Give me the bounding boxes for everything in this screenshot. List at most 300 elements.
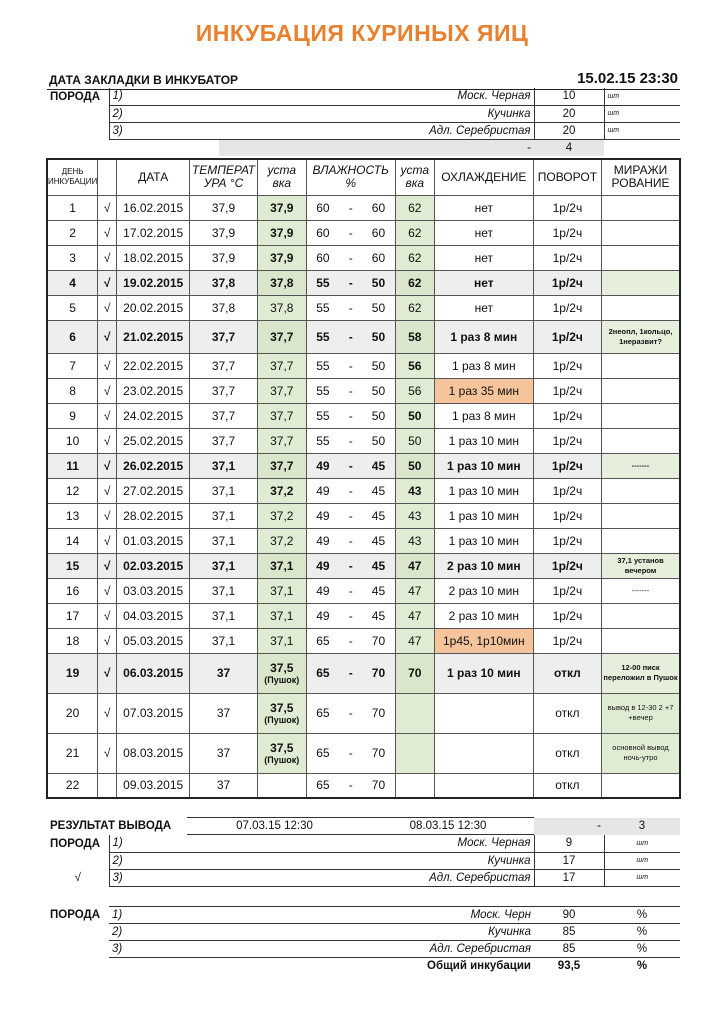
turning-cell: 1р/2ч [533, 220, 601, 245]
humidity-cell: 65 - 70 [306, 693, 395, 733]
date-cell: 04.03.2015 [117, 603, 190, 628]
temperature-cell: 37,1 [190, 528, 258, 553]
result-dash: - [534, 818, 604, 835]
breed-count: 17 [534, 869, 604, 886]
temp-set-cell: 37,2 [257, 503, 306, 528]
cooling-cell: нет [434, 295, 533, 320]
temp-set-cell: 37,1 [257, 578, 306, 603]
table-row [47, 553, 680, 578]
temperature-cell: 37,1 [190, 553, 258, 578]
breeds-in-label: ПОРОДА [50, 90, 101, 103]
temperature-cell: 37,1 [190, 453, 258, 478]
day-number: 8 [47, 378, 98, 403]
breeds-out-table [47, 835, 680, 887]
date-cell: 05.03.2015 [117, 628, 190, 653]
day-number: 18 [47, 628, 98, 653]
day-number: 10 [47, 428, 98, 453]
table-row [47, 733, 680, 773]
turning-cell: 1р/2ч [533, 503, 601, 528]
ovoscopy-note [602, 378, 680, 403]
day-number: 15 [47, 553, 98, 578]
temperature-cell: 37,9 [190, 195, 258, 220]
breed-unit: % [604, 924, 680, 941]
breeds-in-table [47, 88, 680, 156]
ovoscopy-note: вывод в 12-30 2 +7 +вечер [602, 693, 680, 733]
breed-num: 1) [109, 835, 219, 852]
humidity-cell: 65 - 70 [306, 653, 395, 693]
day-number: 11 [47, 453, 98, 478]
table-row [47, 578, 680, 603]
date-cell: 20.02.2015 [117, 295, 190, 320]
result-end: 08.03.15 12:30 [362, 818, 534, 835]
check-mark: √ [98, 195, 117, 220]
breed-unit: % [604, 907, 680, 924]
cooling-cell: 2 раз 10 мин [434, 578, 533, 603]
result-label: РЕЗУЛЬТАТ ВЫВОДА [50, 820, 172, 832]
humidity-cell: 65 - 70 [306, 628, 395, 653]
day-number: 3 [47, 245, 98, 270]
date-cell: 23.02.2015 [117, 378, 190, 403]
date-cell: 01.03.2015 [117, 528, 190, 553]
temp-set-cell: 37,9 [257, 220, 306, 245]
breed-pct-row [47, 907, 680, 924]
start-date-line [47, 70, 680, 90]
turning-cell: 1р/2ч [533, 553, 601, 578]
table-row [47, 245, 680, 270]
breed-in-extra-row [47, 139, 680, 156]
cooling-cell: 1 раз 10 мин [434, 453, 533, 478]
temperature-cell: 37 [190, 773, 258, 798]
check-mark: √ [98, 603, 117, 628]
result-extra: 3 [604, 818, 680, 835]
total-label: Общий инкубации [427, 960, 531, 973]
humidity-cell: 55 - 50 [306, 320, 395, 353]
humidity-cell: 49 - 45 [306, 453, 395, 478]
table-row [47, 195, 680, 220]
humidity-set-cell [395, 733, 434, 773]
table-row [47, 428, 680, 453]
temp-set-cell: 37,5 (Пушок) [257, 653, 306, 693]
temperature-cell: 37,7 [190, 428, 258, 453]
table-row [47, 628, 680, 653]
ovoscopy-note [602, 195, 680, 220]
date-cell: 06.03.2015 [117, 653, 190, 693]
check-mark: √ [98, 295, 117, 320]
breeds-out-check: √ [74, 871, 81, 884]
temperature-cell: 37,7 [190, 378, 258, 403]
check-mark: √ [98, 578, 117, 603]
breed-num: 3) [109, 941, 219, 958]
check-mark: √ [98, 353, 117, 378]
check-mark: √ [98, 428, 117, 453]
date-cell: 25.02.2015 [117, 428, 190, 453]
check-mark: √ [98, 478, 117, 503]
check-mark: √ [98, 270, 117, 295]
turning-cell: 1р/2ч [533, 245, 601, 270]
day-number: 2 [47, 220, 98, 245]
humidity-set-cell: 50 [395, 453, 434, 478]
date-cell: 02.03.2015 [117, 553, 190, 578]
check-mark: √ [98, 503, 117, 528]
cooling-cell: нет [434, 195, 533, 220]
temp-set-cell: 37,7 [257, 320, 306, 353]
humidity-set-cell: 62 [395, 195, 434, 220]
cooling-cell: 1 раз 35 мин [434, 378, 533, 403]
page-title: ИНКУБАЦИЯ КУРИНЫХ ЯИЦ [195, 20, 529, 46]
ovoscopy-note [602, 245, 680, 270]
temp-set-cell: 37,7 [257, 353, 306, 378]
day-number: 6 [47, 320, 98, 353]
humidity-cell: 55 - 50 [306, 378, 395, 403]
cooling-cell: 1 раз 8 мин [434, 353, 533, 378]
check-mark: √ [98, 378, 117, 403]
col-hum-set: уста вка [395, 159, 434, 195]
total-value: 93,5 [557, 960, 581, 973]
turning-cell: 1р/2ч [533, 603, 601, 628]
ovoscopy-note: ------- [602, 578, 680, 603]
humidity-set-cell: 62 [395, 270, 434, 295]
col-temp: ТЕМПЕРАТ УРА °С [190, 159, 258, 195]
temp-set-cell: 37,2 [257, 478, 306, 503]
humidity-set-cell: 47 [395, 578, 434, 603]
date-cell: 21.02.2015 [117, 320, 190, 353]
total-unit: % [636, 960, 648, 973]
temp-set-cell: 37,9 [257, 245, 306, 270]
date-cell: 27.02.2015 [117, 478, 190, 503]
temperature-cell: 37,1 [190, 503, 258, 528]
ovoscopy-note: 12-00 писк переложил в Пушок [602, 653, 680, 693]
col-humidity: ВЛАЖНОСТЬ % [306, 159, 395, 195]
check-mark: √ [98, 320, 117, 353]
humidity-set-cell: 70 [395, 653, 434, 693]
humidity-cell: 49 - 45 [306, 478, 395, 503]
humidity-set-cell: 56 [395, 378, 434, 403]
breed-out-row [47, 852, 680, 869]
humidity-set-cell [395, 773, 434, 798]
cooling-cell: 1 раз 10 мин [434, 428, 533, 453]
humidity-set-cell: 50 [395, 428, 434, 453]
humidity-cell: 55 - 50 [306, 270, 395, 295]
date-cell: 17.02.2015 [117, 220, 190, 245]
ovoscopy-note [602, 353, 680, 378]
table-row [47, 353, 680, 378]
col-cooling: ОХЛАЖДЕНИЕ [434, 159, 533, 195]
turning-cell: 1р/2ч [533, 295, 601, 320]
humidity-cell: 65 - 70 [306, 773, 395, 798]
table-row [47, 603, 680, 628]
start-date-label: ДАТА ЗАКЛАДКИ В ИНКУБАТОР [49, 73, 239, 87]
breed-count: 9 [534, 835, 604, 852]
humidity-cell: 55 - 50 [306, 403, 395, 428]
humidity-cell: 49 - 45 [306, 578, 395, 603]
cooling-cell [434, 733, 533, 773]
day-number: 14 [47, 528, 98, 553]
breed-num: 2) [109, 852, 219, 869]
table-row [47, 528, 680, 553]
check-mark: √ [98, 628, 117, 653]
turning-cell: 1р/2ч [533, 578, 601, 603]
cooling-cell: 1 раз 10 мин [434, 503, 533, 528]
ovoscopy-note [602, 220, 680, 245]
table-row [47, 453, 680, 478]
table-header-row [47, 159, 680, 195]
breed-count: 90 [534, 907, 604, 924]
humidity-set-cell: 47 [395, 603, 434, 628]
day-number: 13 [47, 503, 98, 528]
date-cell: 08.03.2015 [117, 733, 190, 773]
day-number: 9 [47, 403, 98, 428]
humidity-set-cell [395, 693, 434, 733]
breeds-pct-label: ПОРОДА [50, 909, 101, 921]
humidity-set-cell: 62 [395, 220, 434, 245]
check-mark: √ [98, 220, 117, 245]
breed-unit: шт [604, 835, 680, 852]
humidity-cell: 60 - 60 [306, 245, 395, 270]
table-row [47, 378, 680, 403]
humidity-cell: 60 - 60 [306, 220, 395, 245]
date-cell: 18.02.2015 [117, 245, 190, 270]
ovoscopy-note [602, 628, 680, 653]
breed-num: 2) [109, 105, 219, 122]
temp-set-cell: 37,7 [257, 453, 306, 478]
humidity-cell: 65 - 70 [306, 733, 395, 773]
breed-name: Кучинка [219, 852, 534, 869]
date-cell: 28.02.2015 [117, 503, 190, 528]
breed-name: Моск. Черная [219, 88, 534, 105]
start-datetime: 15.02.15 23:30 [577, 70, 678, 87]
turning-cell: 1р/2ч [533, 320, 601, 353]
turning-cell: откл [533, 773, 601, 798]
breeds-out-label: ПОРОДА [50, 837, 101, 850]
temperature-cell: 37,8 [190, 295, 258, 320]
breed-name: Адл. Серебристая [219, 869, 534, 886]
ovoscopy-note: 37,1 установ вечером [602, 553, 680, 578]
ovoscopy-note [602, 295, 680, 320]
turning-cell: 1р/2ч [533, 195, 601, 220]
incubation-log-table [46, 158, 681, 799]
cooling-cell [434, 693, 533, 733]
breed-num: 3) [109, 869, 219, 886]
temp-set-cell: 37,1 [257, 603, 306, 628]
day-number: 5 [47, 295, 98, 320]
cooling-cell: 1 раз 10 мин [434, 478, 533, 503]
turning-cell: 1р/2ч [533, 378, 601, 403]
humidity-cell: 49 - 45 [306, 528, 395, 553]
day-number: 1 [47, 195, 98, 220]
temperature-cell: 37,1 [190, 628, 258, 653]
breed-pct-row [47, 924, 680, 941]
humidity-cell: 55 - 50 [306, 428, 395, 453]
humidity-set-cell: 43 [395, 528, 434, 553]
table-row [47, 773, 680, 798]
ovoscopy-note [602, 478, 680, 503]
breed-name: Кучинка [219, 924, 534, 941]
cooling-cell: нет [434, 245, 533, 270]
temp-set-cell: 37,8 [257, 270, 306, 295]
col-temp-set: уста вка [257, 159, 306, 195]
breed-num: 1) [109, 88, 219, 105]
temperature-cell: 37 [190, 653, 258, 693]
temperature-cell: 37,7 [190, 320, 258, 353]
cooling-cell: 1 раз 10 мин [434, 528, 533, 553]
breed-name: Адл. Серебристая [219, 941, 534, 958]
result-start: 07.03.15 12:30 [187, 818, 362, 835]
humidity-set-cell: 50 [395, 403, 434, 428]
temperature-cell: 37,9 [190, 245, 258, 270]
humidity-cell: 49 - 45 [306, 503, 395, 528]
temperature-cell: 37 [190, 693, 258, 733]
date-cell: 26.02.2015 [117, 453, 190, 478]
temperature-cell: 37,1 [190, 603, 258, 628]
result-table [47, 817, 680, 835]
day-number: 4 [47, 270, 98, 295]
breed-in-row [47, 122, 680, 139]
turning-cell: 1р/2ч [533, 403, 601, 428]
day-number: 17 [47, 603, 98, 628]
humidity-set-cell: 47 [395, 553, 434, 578]
table-row [47, 693, 680, 733]
table-row [47, 403, 680, 428]
table-row [47, 478, 680, 503]
col-ovoscopy: МИРАЖИ РОВАНИЕ [602, 159, 680, 195]
breed-num: 3) [109, 122, 219, 139]
table-row [47, 503, 680, 528]
ovoscopy-note: 2неопл, 1кольцо, 1неразвит? [602, 320, 680, 353]
humidity-set-cell: 43 [395, 478, 434, 503]
result-row [47, 818, 680, 835]
breed-unit: шт [604, 88, 680, 105]
date-cell: 22.02.2015 [117, 353, 190, 378]
breed-unit: шт [604, 105, 680, 122]
breed-num: 1) [109, 907, 219, 924]
breed-count: 20 [534, 122, 604, 139]
breed-num: 2) [109, 924, 219, 941]
ovoscopy-note [602, 428, 680, 453]
breed-unit: шт [604, 852, 680, 869]
date-cell: 03.03.2015 [117, 578, 190, 603]
ovoscopy-note: ------- [602, 453, 680, 478]
ovoscopy-note [602, 403, 680, 428]
table-row [47, 295, 680, 320]
temperature-cell: 37,1 [190, 578, 258, 603]
ovoscopy-note [602, 528, 680, 553]
humidity-cell: 49 - 45 [306, 603, 395, 628]
breed-count: 10 [534, 88, 604, 105]
cooling-cell: 1 раз 10 мин [434, 653, 533, 693]
temperature-cell: 37,9 [190, 220, 258, 245]
table-row [47, 320, 680, 353]
breed-pct-row [47, 941, 680, 958]
temp-set-cell: 37,5 (Пушок) [257, 733, 306, 773]
table-row [47, 653, 680, 693]
temp-set-cell [257, 773, 306, 798]
breed-unit: % [604, 941, 680, 958]
humidity-cell: 60 - 60 [306, 195, 395, 220]
col-turning: ПОВОРОТ [533, 159, 601, 195]
breed-count: 85 [534, 924, 604, 941]
breeds-in-dash: - [219, 139, 534, 156]
check-mark: √ [98, 453, 117, 478]
breed-out-row [47, 835, 680, 852]
breed-count: 85 [534, 941, 604, 958]
check-mark [98, 773, 117, 798]
day-number: 12 [47, 478, 98, 503]
date-cell: 09.03.2015 [117, 773, 190, 798]
temp-set-cell: 37,1 [257, 628, 306, 653]
temperature-cell: 37 [190, 733, 258, 773]
temp-set-cell: 37,2 [257, 528, 306, 553]
humidity-set-cell: 56 [395, 353, 434, 378]
temp-set-cell: 37,7 [257, 428, 306, 453]
day-number: 16 [47, 578, 98, 603]
temp-set-cell: 37,7 [257, 403, 306, 428]
table-row [47, 220, 680, 245]
cooling-cell: 2 раз 10 мин [434, 553, 533, 578]
breed-in-row [47, 105, 680, 122]
date-cell: 07.03.2015 [117, 693, 190, 733]
ovoscopy-note [602, 270, 680, 295]
turning-cell: 1р/2ч [533, 628, 601, 653]
col-date: ДАТА [117, 159, 190, 195]
cooling-cell: 1 раз 8 мин [434, 403, 533, 428]
humidity-set-cell: 62 [395, 295, 434, 320]
humidity-set-cell: 62 [395, 245, 434, 270]
temp-set-cell: 37,1 [257, 553, 306, 578]
date-cell: 19.02.2015 [117, 270, 190, 295]
humidity-cell: 49 - 45 [306, 553, 395, 578]
breed-in-row [47, 88, 680, 105]
temperature-cell: 37,7 [190, 353, 258, 378]
breed-name: Моск. Черн [219, 907, 534, 924]
table-body [47, 195, 680, 798]
check-mark: √ [98, 403, 117, 428]
cooling-cell: 1 раз 8 мин [434, 320, 533, 353]
check-mark: √ [98, 528, 117, 553]
ovoscopy-note [602, 503, 680, 528]
humidity-set-cell: 58 [395, 320, 434, 353]
cooling-cell: нет [434, 220, 533, 245]
turning-cell: откл [533, 653, 601, 693]
total-row [47, 958, 680, 975]
day-number: 7 [47, 353, 98, 378]
breed-unit: шт [604, 122, 680, 139]
date-cell: 24.02.2015 [117, 403, 190, 428]
ovoscopy-note [602, 603, 680, 628]
breed-unit: шт [604, 869, 680, 886]
date-cell: 16.02.2015 [117, 195, 190, 220]
humidity-set-cell: 47 [395, 628, 434, 653]
breeds-percent-table [47, 906, 680, 975]
temp-set-cell: 37,7 [257, 378, 306, 403]
temp-set-cell: 37,5 (Пушок) [257, 693, 306, 733]
day-number: 21 [47, 733, 98, 773]
ovoscopy-note [602, 773, 680, 798]
check-mark: √ [98, 693, 117, 733]
breed-count: 20 [534, 105, 604, 122]
day-number: 20 [47, 693, 98, 733]
col-day: ДЕНЬ ИНКУБАЦИИ [47, 159, 98, 195]
check-mark: √ [98, 653, 117, 693]
turning-cell: 1р/2ч [533, 478, 601, 503]
breed-count: 17 [534, 852, 604, 869]
breed-name: Моск. Черная [219, 835, 534, 852]
temp-set-cell: 37,8 [257, 295, 306, 320]
cooling-cell: нет [434, 270, 533, 295]
turning-cell: 1р/2ч [533, 528, 601, 553]
temperature-cell: 37,1 [190, 478, 258, 503]
breed-name: Кучинка [219, 105, 534, 122]
turning-cell: 1р/2ч [533, 353, 601, 378]
